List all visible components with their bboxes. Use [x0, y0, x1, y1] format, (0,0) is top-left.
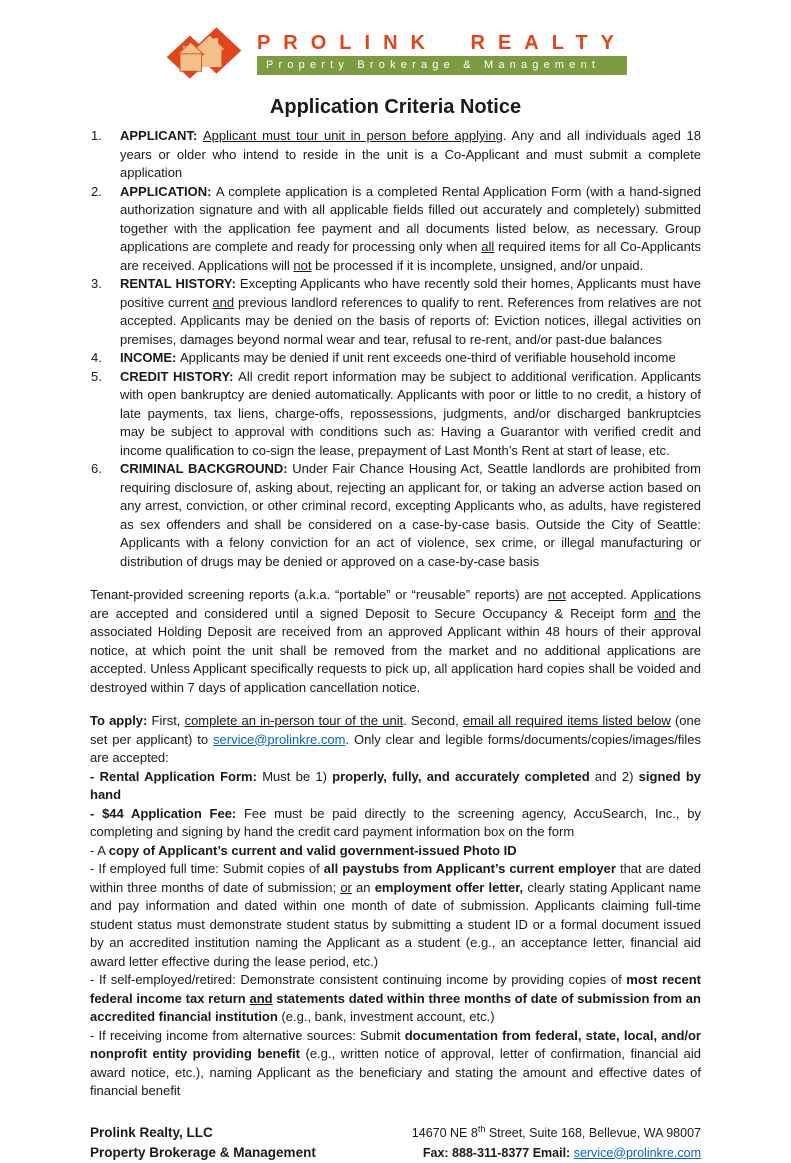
- text-segment: First,: [151, 713, 185, 728]
- apply-item-rental-form: [90, 768, 701, 805]
- text-segment: - If employed full time: Submit copies of: [90, 861, 324, 876]
- text-segment: . Any and all individuals aged 18 years or older who intend to reside in the unit is a Co-Applicant and must submit a complete application: [120, 128, 701, 180]
- text-segment: Email:: [532, 1145, 574, 1160]
- footer-contact-block: [412, 1123, 701, 1163]
- text-segment: - If receiving income from alternative sources: Submit: [90, 1027, 405, 1043]
- text-segment: all paystubs from Applicant’s current employer: [323, 861, 616, 876]
- text-segment: an: [351, 879, 375, 895]
- text-segment: employment offer letter,: [374, 879, 524, 895]
- text-segment: APPLICANT:: [120, 128, 203, 143]
- list-number: 1.: [91, 128, 102, 143]
- text-segment: To apply:: [90, 713, 152, 728]
- footer-company-block: [90, 1123, 316, 1163]
- list-number: 3.: [91, 276, 102, 291]
- text-segment: Applicants may be denied if unit rent exceeds one-third of verifiable household income: [179, 350, 676, 365]
- text-segment: - $44 Application Fee:: [90, 805, 244, 821]
- text-segment: and 2): [589, 768, 639, 784]
- list-item-credit-history: [90, 368, 701, 461]
- text-segment: CRIMINAL BACKGROUND:: [120, 461, 293, 476]
- text-segment: . Only clear and legible forms/documents/copies/images/files are accepted:: [90, 731, 701, 765]
- text-segment: CREDIT HISTORY:: [120, 368, 239, 384]
- criteria-list: [90, 127, 701, 571]
- screening-reports-paragraph: [90, 586, 701, 697]
- text-segment: that are dated within three months of date of submission;: [90, 861, 701, 895]
- text-segment: documentation from federal, state, local, and/or nonprofit entity providing benefit: [90, 1027, 701, 1061]
- document-header: [90, 24, 701, 82]
- text-segment: (one set per applicant) to: [90, 713, 701, 747]
- text-segment: Excepting Applicants who have recently sold their homes, Applicants must have positive current: [120, 276, 701, 310]
- text-segment: the associated Holding Deposit are received from an approved Applicant within 48 hours of their approval notice, at which point the unit shall be removed from the market and no additional applications are accepted. Unless Applicant specifically requests to pick up, all application hard copies shall be voided and destroyed within 7 days of application cancellation notice.: [90, 605, 702, 695]
- footer-fax-email: [412, 1143, 701, 1163]
- document-footer: [90, 1123, 701, 1163]
- company-logo: [90, 24, 701, 82]
- text-segment: - If self-employed/retired: Demonstrate consistent continuing income by providing copies of: [90, 972, 627, 987]
- apply-item-self-employed: [90, 971, 701, 1027]
- text-segment: all: [481, 239, 495, 254]
- text-segment: copy of Applicant’s current and valid government-issued Photo ID: [108, 842, 517, 858]
- footer-address: [412, 1123, 701, 1143]
- text-segment: RENTAL HISTORY:: [120, 276, 240, 291]
- text-segment: Applicant must tour unit in person before applying: [202, 128, 503, 143]
- apply-item-photo-id: [90, 842, 701, 861]
- text-segment: accepted. Applications are accepted and considered until a signed Deposit to Secure Occupancy & Receipt form: [90, 587, 701, 621]
- list-item-text: [120, 349, 701, 368]
- how-to-apply-section: [90, 712, 701, 1101]
- text-segment: signed by hand: [90, 768, 701, 802]
- text-segment: Fee must be paid directly to the screening agency, AccuSearch, Inc., by completing and signing by hand the credit card payment information box on the form: [90, 805, 701, 839]
- text-segment: INCOME:: [120, 350, 180, 365]
- page-title: Application Criteria Notice: [269, 96, 522, 118]
- text-segment: 14670 NE 8: [411, 1125, 478, 1140]
- footer-company-name: Prolink Realty, LLC: [90, 1124, 213, 1140]
- text-segment: complete an in-person tour of the unit: [184, 713, 404, 728]
- apply-item-application-fee: [90, 805, 701, 842]
- list-item-text: [120, 127, 701, 183]
- text-segment: Tenant-provided screening reports (a.k.a. “portable” or “reusable” reports) are: [90, 587, 548, 602]
- text-segment: and: [212, 294, 235, 310]
- text-segment: (e.g., bank, investment account, etc.): [277, 1009, 495, 1024]
- text-segment: required items for all Co-Applicants are received. Applications will: [120, 239, 701, 273]
- text-segment: not: [547, 587, 566, 602]
- list-number: 2.: [91, 183, 102, 199]
- footer-company-tagline: Property Brokerage & Management: [90, 1144, 316, 1160]
- text-segment: . Second,: [403, 713, 463, 728]
- list-item-text: [120, 368, 701, 461]
- text-segment: or: [340, 879, 352, 895]
- text-segment: - Rental Application Form:: [90, 768, 263, 784]
- text-segment: previous landlord references to qualify to rent. References from relatives are not accepted. Applicants may be denied on the basis of reports of: Eviction notices, illegal activities on premises, damages beyond normal wear and tear, refusal to re-rent, and/or past-due balances: [120, 294, 701, 347]
- text-segment: clearly stating Applicant name and pay information and dated within one month of date of submission. Applicants claiming full-time student status must demonstrate student status by submitting a student ID or a formal document issued by an accredited institution naming the Applicant as a student (e.g., an acceptance letter, financial aid award letter effective during the lease period, etc.): [90, 879, 701, 969]
- text-segment: properly, fully, and accurately completed: [332, 768, 590, 784]
- text-segment: be processed if it is incomplete, unsigned, and/or unpaid.: [311, 257, 644, 273]
- text-segment: - A: [90, 842, 109, 858]
- text-segment: Fax: 888-311-8377: [422, 1145, 533, 1160]
- text-segment: Must be 1): [262, 768, 333, 784]
- text-segment: All credit report information may be subject to additional verification. Applicants with open bankruptcy are denied automatically. Applicants with poor or little to no credit, a history of late payments, tax liens, charge-offs, repossessions, judgments, and/or discharged bankruptcies may be subject to approval with conditions such as: Having a Guarantor with verified credit and income qualification to co-sign the lease, prepayment of Last Month’s Rent at start of lease, etc.: [120, 368, 702, 458]
- text-segment: Street, Suite 168, Bellevue, WA 98007: [485, 1125, 701, 1140]
- text-segment: th: [477, 1123, 486, 1134]
- list-number: 6.: [91, 461, 102, 476]
- list-item-text: [120, 183, 701, 276]
- text-segment: statements dated within three months of date of submission from an accredited financial institution: [90, 990, 701, 1024]
- brand-tagline: Property Brokerage & Management: [257, 56, 627, 75]
- email-link[interactable]: service@prolinkre.com: [573, 1145, 701, 1160]
- list-item-rental-history: [90, 275, 701, 349]
- list-number: 5.: [91, 368, 102, 384]
- text-segment: email all required items listed below: [462, 713, 671, 728]
- brand-text-block: [257, 31, 627, 75]
- text-segment: and: [249, 990, 273, 1006]
- text-segment: not: [293, 257, 312, 273]
- apply-item-employed: [90, 860, 701, 971]
- text-segment: A complete application is a completed Rental Application Form (with a hand-signed authorization signature and with all applicable fields filled out accurately and completely) submitted together with the application fee payment and all documents listed below, as necessary. Group applications are complete and ready for processing only when: [120, 183, 701, 254]
- list-item-text: [120, 275, 701, 349]
- brand-name: PROLINK REALTY: [256, 32, 628, 54]
- list-item-income: [90, 349, 701, 368]
- list-number: 4.: [91, 350, 102, 365]
- text-segment: APPLICATION:: [120, 183, 216, 199]
- email-link[interactable]: service@prolinkre.com: [213, 731, 346, 747]
- text-segment: (e.g., written notice of approval, letter of confirmation, financial aid award notice, etc.), naming Applicant as the beneficiary and stating the amount and effective dates of financial benefit: [90, 1046, 701, 1098]
- list-item-criminal-background: [90, 460, 701, 571]
- apply-intro: [90, 712, 701, 768]
- prolink-logo-houses-icon: [164, 24, 244, 82]
- apply-item-alternative-income: [90, 1027, 701, 1101]
- list-item-applicant: [90, 127, 701, 183]
- list-item-text: [120, 460, 701, 571]
- text-segment: Under Fair Chance Housing Act, Seattle landlords are prohibited from requiring disclosure of, asking about, rejecting an applicant for, or taking an adverse action based on any arrest, conviction, or other criminal record, excepting Applicants who, as adults, have registered as sex offenders and shall be considered on a case-by-case basis. Outside the City of Seattle: Applicants with a felony conviction for an act of violence, sex crime, or illegal manufacturing or distribution of drugs may be denied or approved on a case-by-case basis: [120, 461, 701, 569]
- text-segment: and: [654, 605, 676, 621]
- text-segment: most recent federal income tax return: [90, 972, 701, 1006]
- list-item-application: [90, 183, 701, 276]
